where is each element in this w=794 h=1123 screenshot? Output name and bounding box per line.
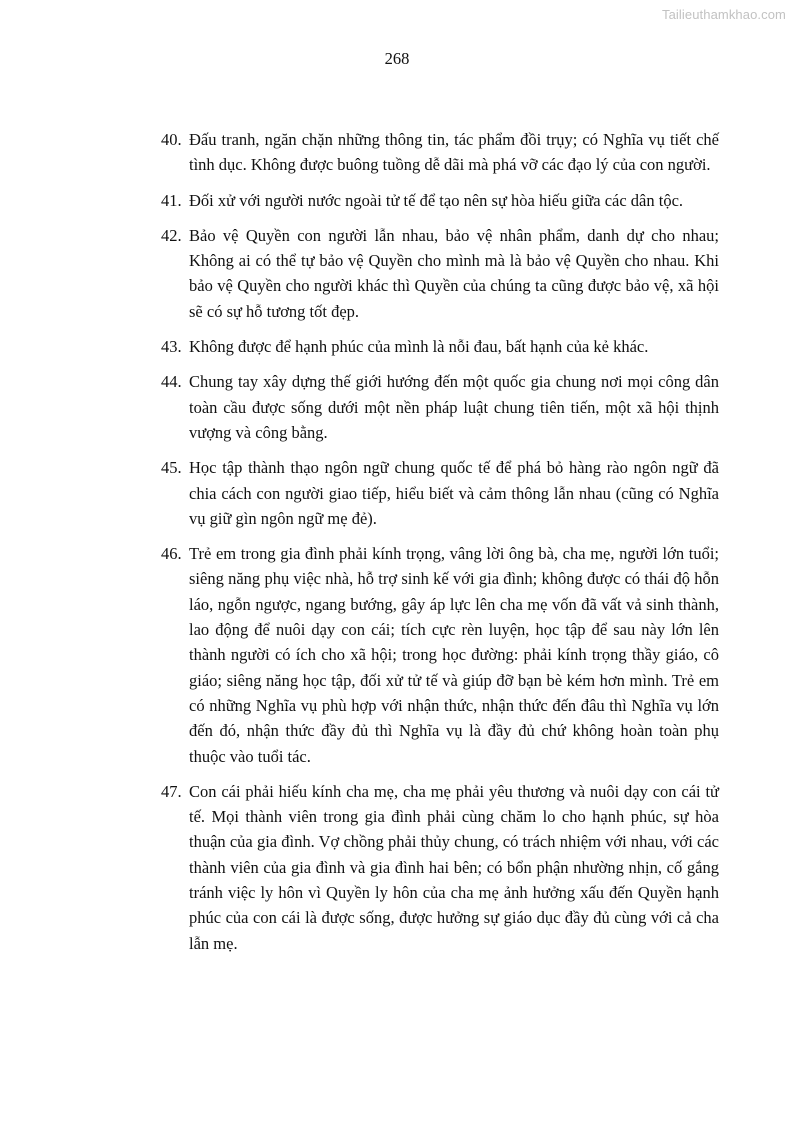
list-item	[161, 779, 719, 956]
item-number: 44.	[161, 372, 182, 392]
list-item	[161, 188, 719, 213]
watermark-text: Tailieuthamkhao.com	[661, 7, 786, 22]
item-number: 46.	[161, 544, 182, 564]
item-number: 40.	[161, 130, 182, 149]
item-text: Đấu tranh, ngăn chặn những thông tin, tác phẩm đồi trụy; có Nghĩa vụ tiết chế tình dục. Không được buông tuồng dễ dãi mà phá vỡ các đạo lý của con người.	[189, 130, 719, 175]
list-item	[161, 541, 719, 769]
list-item	[161, 223, 719, 324]
list-item	[161, 369, 719, 445]
item-text: Chung tay xây dựng thế giới hướng đến một quốc gia chung nơi mọi công dân toàn cầu được sống dưới một nền pháp luật chung tiên tiến, một xã hội thịnh vượng và công bằng.	[189, 372, 719, 442]
page-number: 268	[384, 49, 410, 68]
numbered-list	[161, 127, 719, 966]
item-text: Con cái phải hiếu kính cha mẹ, cha mẹ phải yêu thương và nuôi dạy con cái tử tế. Mọi thành viên trong gia đình phải cùng chăm lo cho hạnh phúc, sự hòa thuận của gia đình. Vợ chồng phải thủy chung, có trách nhiệm với nhau, với các thành viên của gia đình và gia đình hai bên; có bổn phận nhường nhịn, cố gắng tránh việc ly hôn vì Quyền ly hôn của cha mẹ ảnh hưởng xấu đến Quyền hạnh phúc của con cái là được sống, được hưởng sự giáo dục đầy đủ cùng với cả cha lẫn mẹ.	[189, 781, 719, 953]
item-number: 42.	[161, 225, 182, 245]
list-item	[161, 127, 719, 178]
list-item	[161, 455, 719, 531]
item-number: 47.	[161, 781, 182, 801]
item-text: Trẻ em trong gia đình phải kính trọng, vâng lời ông bà, cha mẹ, người lớn tuổi; siêng năng phụ việc nhà, hỗ trợ sinh kế với gia đình; không được có thái độ hỗn láo, ngỗn ngược, ngang bướng, gây áp lực lên cha mẹ vốn đã vất vả sinh thành, lao động để nuôi dạy con cái; tích cực rèn luyện, học tập để sau này lớn lên thành người có ích cho xã hội; trong học đường: phải kính trọng thầy giáo, cô giáo; siêng năng học tập, đối xử tử tế và giúp đỡ bạn bè kém hơn mình. Trẻ em có những Nghĩa vụ phù hợp với nhận thức, nhận thức đến đâu thì Nghĩa vụ lớn đến đó, nhận thức đầy đủ thì Nghĩa vụ là đầy đủ chứ không hoàn toàn phụ thuộc vào tuổi tác.	[189, 544, 719, 766]
item-number: 43.	[161, 337, 182, 357]
item-text: Bảo vệ Quyền con người lẫn nhau, bảo vệ nhân phẩm, danh dự cho nhau; Không ai có thể tự bảo vệ Quyền cho mình mà là bảo vệ Quyền cho nhau. Khi bảo vệ Quyền cho người khác thì Quyền của chúng ta cũng được bảo vệ, xã hội sẽ có sự hỗ tương tốt đẹp.	[189, 225, 719, 321]
item-text: Học tập thành thạo ngôn ngữ chung quốc tế để phá bỏ hàng rào ngôn ngữ đã chia cách con người giao tiếp, hiểu biết và cảm thông lẫn nhau (cũng có Nghĩa vụ giữ gìn ngôn ngữ mẹ đẻ).	[189, 458, 719, 528]
item-text: Đối xử với người nước ngoài tử tế để tạo nên sự hòa hiếu giữa các dân tộc.	[189, 190, 684, 210]
item-number: 45.	[161, 458, 182, 478]
item-number: 41.	[161, 190, 182, 210]
item-text: Không được để hạnh phúc của mình là nỗi đau, bất hạnh của kẻ khác.	[189, 337, 649, 357]
list-item	[161, 334, 719, 359]
